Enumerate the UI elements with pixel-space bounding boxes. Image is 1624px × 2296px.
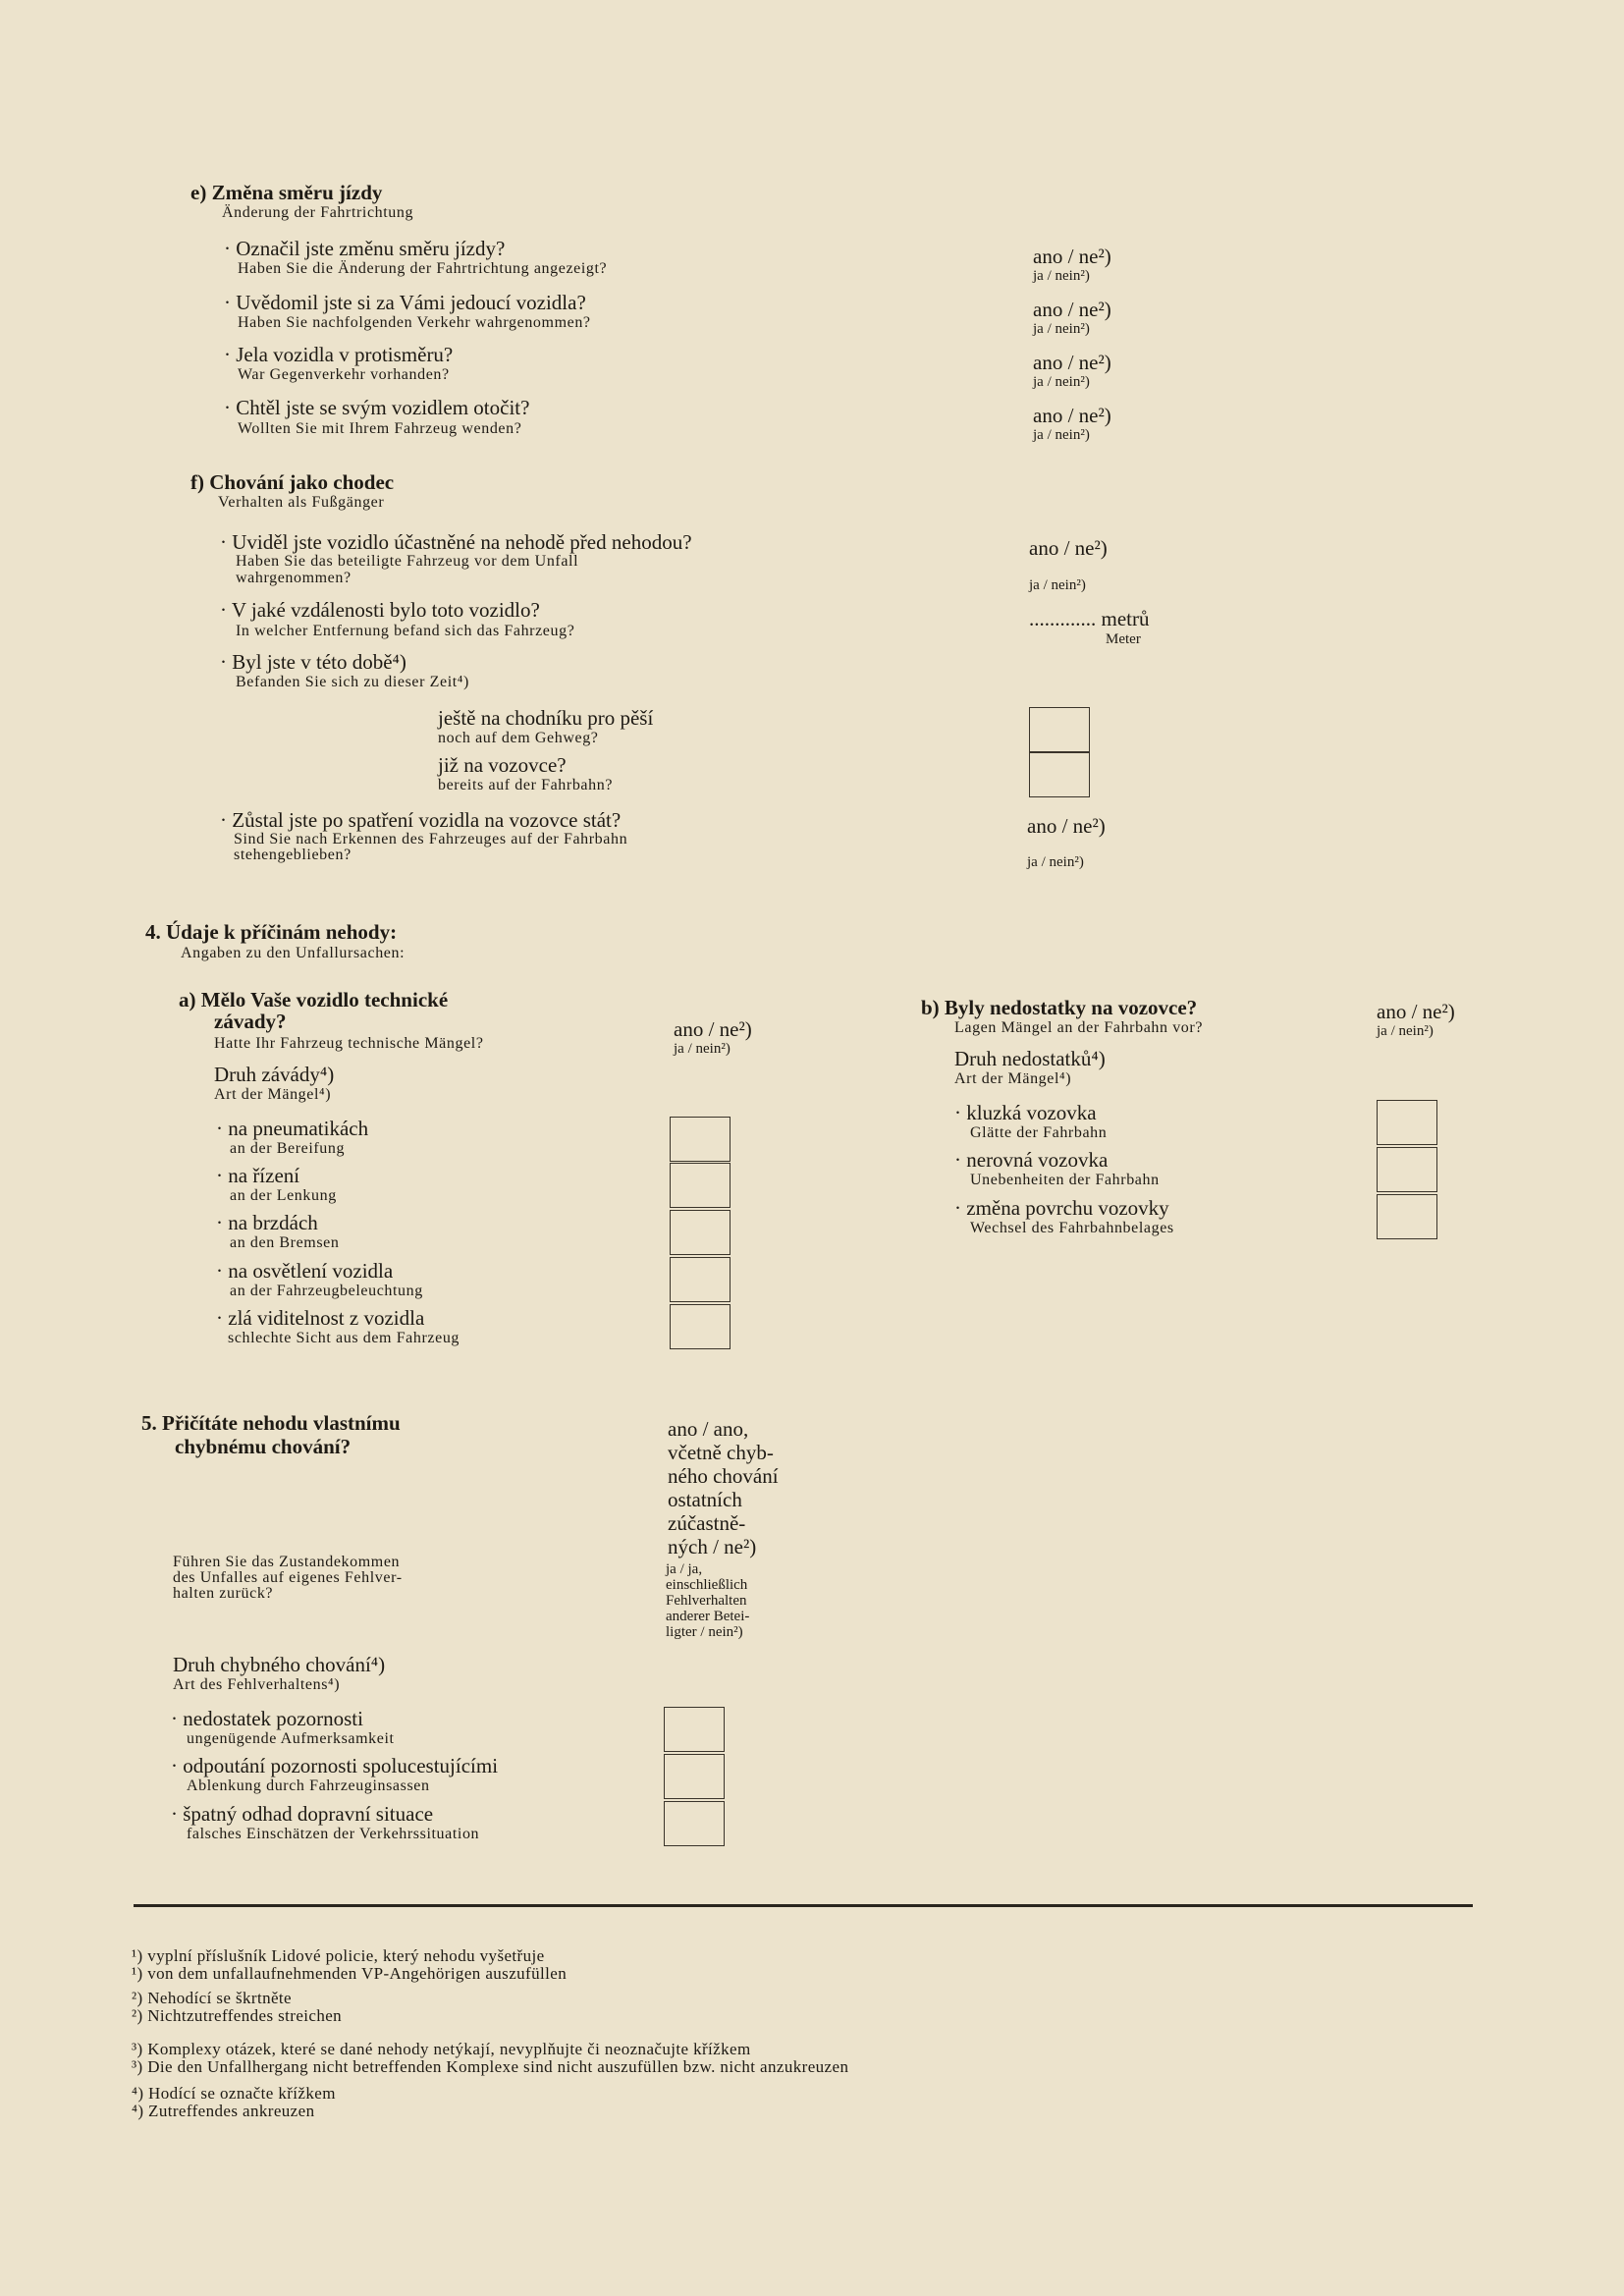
section-4a-de: Hatte Ihr Fahrzeug technische Mängel? bbox=[214, 1035, 484, 1052]
footnote-2-de: ²) Nichtzutreffendes streichen bbox=[132, 2006, 343, 2025]
defect-lighting-de: an der Fahrzeugbeleuchtung bbox=[230, 1283, 423, 1299]
f-q3: · Byl jste v této době⁴) bbox=[220, 650, 406, 674]
e-q4-answer: ano / ne²) bbox=[1033, 404, 1111, 427]
road-surface-change-de: Wechsel des Fahrbahnbelages bbox=[970, 1220, 1174, 1236]
f-q4-answer: ano / ne²) bbox=[1027, 814, 1106, 838]
section-e-title: e) Změna směru jízdy bbox=[190, 181, 383, 204]
f-q4-de-2: stehengeblieben? bbox=[234, 847, 352, 863]
e-q2-answer: ano / ne²) bbox=[1033, 298, 1111, 321]
section-4a-answer: ano / ne²) bbox=[674, 1017, 752, 1041]
defect-brakes-de: an den Bremsen bbox=[230, 1234, 340, 1251]
behaviour-distraction-checkbox[interactable] bbox=[664, 1754, 725, 1799]
defect-brakes-checkbox[interactable] bbox=[670, 1210, 731, 1255]
section-4a-title-1: a) Mělo Vaše vozidlo technické bbox=[179, 988, 449, 1011]
defect-visibility-checkbox[interactable] bbox=[670, 1304, 731, 1349]
section-5-answer-de-line-1: ja / ja, bbox=[666, 1561, 703, 1577]
section-5-answer-de-line-4: anderer Betei- bbox=[666, 1609, 750, 1624]
defect-steering: · na řízení bbox=[216, 1164, 300, 1187]
road-slippery-de: Glätte der Fahrbahn bbox=[970, 1124, 1108, 1141]
section-5-answer-line-3: ného chování bbox=[668, 1464, 779, 1488]
footnote-1: ¹) vyplní příslušník Lidové policie, který nehodu vyšetřuje bbox=[132, 1946, 545, 1965]
section-e-title-de: Änderung der Fahrtrichtung bbox=[222, 204, 414, 221]
f-q2: · V jaké vzdálenosti bylo toto vozidlo? bbox=[220, 598, 540, 622]
footnote-2: ²) Nehodící se škrtněte bbox=[132, 1989, 292, 2007]
section-5-answer-line-4: ostatních bbox=[668, 1488, 742, 1511]
footnote-divider bbox=[134, 1904, 1473, 1907]
section-5-answer-line-6: ných / ne²) bbox=[668, 1535, 757, 1558]
e-q2-answer-de: ja / nein²) bbox=[1033, 321, 1090, 337]
behaviour-inattention-checkbox[interactable] bbox=[664, 1707, 725, 1752]
behaviour-distraction: · odpoutání pozornosti spolucestujícími bbox=[171, 1754, 499, 1777]
e-q4-de: Wollten Sie mit Ihrem Fahrzeug wenden? bbox=[238, 420, 522, 437]
section-5-title-1: 5. Přičítáte nehodu vlastnímu bbox=[141, 1411, 401, 1435]
f-q4-answer-de: ja / nein²) bbox=[1027, 854, 1084, 870]
section-4-title-de: Angaben zu den Unfallursachen: bbox=[181, 945, 406, 961]
section-5-answer-de-line-5: ligter / nein²) bbox=[666, 1624, 743, 1640]
e-q1: · Označil jste změnu směru jízdy? bbox=[224, 237, 506, 260]
section-5-answer-line-1: ano / ano, bbox=[668, 1417, 749, 1441]
section-5-answer-de-line-2: einschließlich bbox=[666, 1577, 748, 1593]
f-q3-option-1-checkbox[interactable] bbox=[1029, 707, 1090, 752]
defect-tyres-checkbox[interactable] bbox=[670, 1117, 731, 1162]
e-q4: · Chtěl jste se svým vozidlem otočit? bbox=[224, 396, 530, 419]
behaviour-inattention: · nedostatek pozornosti bbox=[171, 1707, 363, 1730]
behaviour-misjudgement: · špatný odhad dopravní situace bbox=[171, 1802, 434, 1826]
section-5-answer-line-5: zúčastně- bbox=[668, 1511, 746, 1535]
defect-tyres: · na pneumatikách bbox=[216, 1117, 369, 1140]
e-q2-de: Haben Sie nachfolgenden Verkehr wahrgenommen? bbox=[238, 314, 591, 331]
section-5-de-line-1: Führen Sie das Zustandekommen bbox=[173, 1554, 401, 1570]
defect-brakes: · na brzdách bbox=[216, 1211, 318, 1234]
section-5-answer-de-line-3: Fehlverhalten bbox=[666, 1593, 747, 1609]
f-q2-answer-de: Meter bbox=[1106, 631, 1141, 647]
footnote-3: ³) Komplexy otázek, které se dané nehody netýkají, nevyplňujte či neoznačujte křížkem bbox=[132, 2040, 751, 2058]
section-5-answer-line-2: včetně chyb- bbox=[668, 1441, 774, 1464]
section-f-title-de: Verhalten als Fußgänger bbox=[218, 494, 385, 511]
f-q3-option-1-de: noch auf dem Gehweg? bbox=[438, 730, 599, 746]
section-4b-title: b) Byly nedostatky na vozovce? bbox=[921, 996, 1198, 1019]
behaviour-misjudgement-de: falsches Einschätzen der Verkehrssituation bbox=[187, 1826, 480, 1842]
behaviour-inattention-de: ungenügende Aufmerksamkeit bbox=[187, 1730, 395, 1747]
section-5-de-line-2: des Unfalles auf eigenes Fehlver- bbox=[173, 1569, 403, 1586]
road-uneven: · nerovná vozovka bbox=[954, 1148, 1109, 1172]
defect-lighting-checkbox[interactable] bbox=[670, 1257, 731, 1302]
f-q4-de-1: Sind Sie nach Erkennen des Fahrzeuges auf der Fahrbahn bbox=[234, 831, 628, 847]
e-q1-de: Haben Sie die Änderung der Fahrtrichtung angezeigt? bbox=[238, 260, 608, 277]
road-uneven-checkbox[interactable] bbox=[1377, 1147, 1437, 1192]
f-q3-de: Befanden Sie sich zu dieser Zeit⁴) bbox=[236, 674, 469, 690]
e-q2: · Uvědomil jste si za Vámi jedoucí vozidla? bbox=[224, 291, 586, 314]
f-q1-answer: ano / ne²) bbox=[1029, 536, 1108, 560]
e-q3-answer-de: ja / nein²) bbox=[1033, 374, 1090, 390]
section-4b-kind: Druh nedostatků⁴) bbox=[954, 1047, 1106, 1070]
f-q1-de-2: wahrgenommen? bbox=[236, 570, 352, 586]
f-q3-option-2: již na vozovce? bbox=[438, 753, 567, 777]
defect-steering-de: an der Lenkung bbox=[230, 1187, 337, 1204]
f-q4: · Zůstal jste po spatření vozidla na vozovce stát? bbox=[220, 808, 622, 832]
e-q3: · Jela vozidla v protisměru? bbox=[224, 343, 454, 366]
e-q3-answer: ano / ne²) bbox=[1033, 351, 1111, 374]
e-q4-answer-de: ja / nein²) bbox=[1033, 427, 1090, 443]
e-q3-de: War Gegenverkehr vorhanden? bbox=[238, 366, 450, 383]
e-q1-answer-de: ja / nein²) bbox=[1033, 268, 1090, 284]
f-q1-de-1: Haben Sie das beteiligte Fahrzeug vor dem Unfall bbox=[236, 553, 579, 570]
e-q1-answer: ano / ne²) bbox=[1033, 245, 1111, 268]
section-4a-answer-de: ja / nein²) bbox=[674, 1041, 731, 1057]
behaviour-distraction-de: Ablenkung durch Fahrzeuginsassen bbox=[187, 1777, 430, 1794]
footnote-3-de: ³) Die den Unfallhergang nicht betreffenden Komplexe sind nicht auszufüllen bzw. nicht anzukreuzen bbox=[132, 2057, 849, 2076]
road-uneven-de: Unebenheiten der Fahrbahn bbox=[970, 1172, 1160, 1188]
defect-visibility-de: schlechte Sicht aus dem Fahrzeug bbox=[228, 1330, 460, 1346]
f-q1: · Uviděl jste vozidlo účastněné na nehodě před nehodou? bbox=[220, 530, 692, 554]
section-f-title: f) Chování jako chodec bbox=[190, 470, 395, 494]
section-4b-kind-de: Art der Mängel⁴) bbox=[954, 1070, 1072, 1087]
road-surface-change: · změna povrchu vozovky bbox=[954, 1196, 1169, 1220]
f-q3-option-1: ještě na chodníku pro pěší bbox=[438, 706, 654, 730]
section-5-kind: Druh chybného chování⁴) bbox=[173, 1653, 386, 1676]
section-5-title-2: chybnému chování? bbox=[175, 1435, 352, 1458]
f-q3-option-2-de: bereits auf der Fahrbahn? bbox=[438, 777, 614, 793]
section-4a-title-2: závady? bbox=[214, 1010, 287, 1033]
f-q2-de: In welcher Entfernung befand sich das Fahrzeug? bbox=[236, 623, 575, 639]
footnote-4: ⁴) Hodící se označte křížkem bbox=[132, 2084, 336, 2103]
section-5-de-line-3: halten zurück? bbox=[173, 1585, 274, 1602]
section-4b-de: Lagen Mängel an der Fahrbahn vor? bbox=[954, 1019, 1204, 1036]
defect-lighting: · na osvětlení vozidla bbox=[216, 1259, 394, 1283]
f-q1-answer-de: ja / nein²) bbox=[1029, 577, 1086, 593]
defect-visibility: · zlá viditelnost z vozidla bbox=[216, 1306, 425, 1330]
footnote-1-de: ¹) von dem unfallaufnehmenden VP-Angehörigen auszufüllen bbox=[132, 1964, 568, 1983]
f-q3-option-2-checkbox[interactable] bbox=[1029, 752, 1090, 797]
f-q2-answer: ............. metrů bbox=[1029, 607, 1150, 630]
defect-steering-checkbox[interactable] bbox=[670, 1163, 731, 1208]
road-surface-change-checkbox[interactable] bbox=[1377, 1194, 1437, 1239]
road-slippery-checkbox[interactable] bbox=[1377, 1100, 1437, 1145]
section-5-kind-de: Art des Fehlverhaltens⁴) bbox=[173, 1676, 341, 1693]
section-4a-kind: Druh závády⁴) bbox=[214, 1063, 335, 1086]
defect-tyres-de: an der Bereifung bbox=[230, 1140, 346, 1157]
footnote-4-de: ⁴) Zutreffendes ankreuzen bbox=[132, 2102, 315, 2120]
road-slippery: · kluzká vozovka bbox=[954, 1101, 1097, 1124]
section-4b-answer: ano / ne²) bbox=[1377, 1000, 1455, 1023]
section-4b-answer-de: ja / nein²) bbox=[1377, 1023, 1434, 1039]
section-4-title: 4. Údaje k příčinám nehody: bbox=[145, 920, 398, 944]
section-4a-kind-de: Art der Mängel⁴) bbox=[214, 1086, 332, 1103]
behaviour-misjudgement-checkbox[interactable] bbox=[664, 1801, 725, 1846]
